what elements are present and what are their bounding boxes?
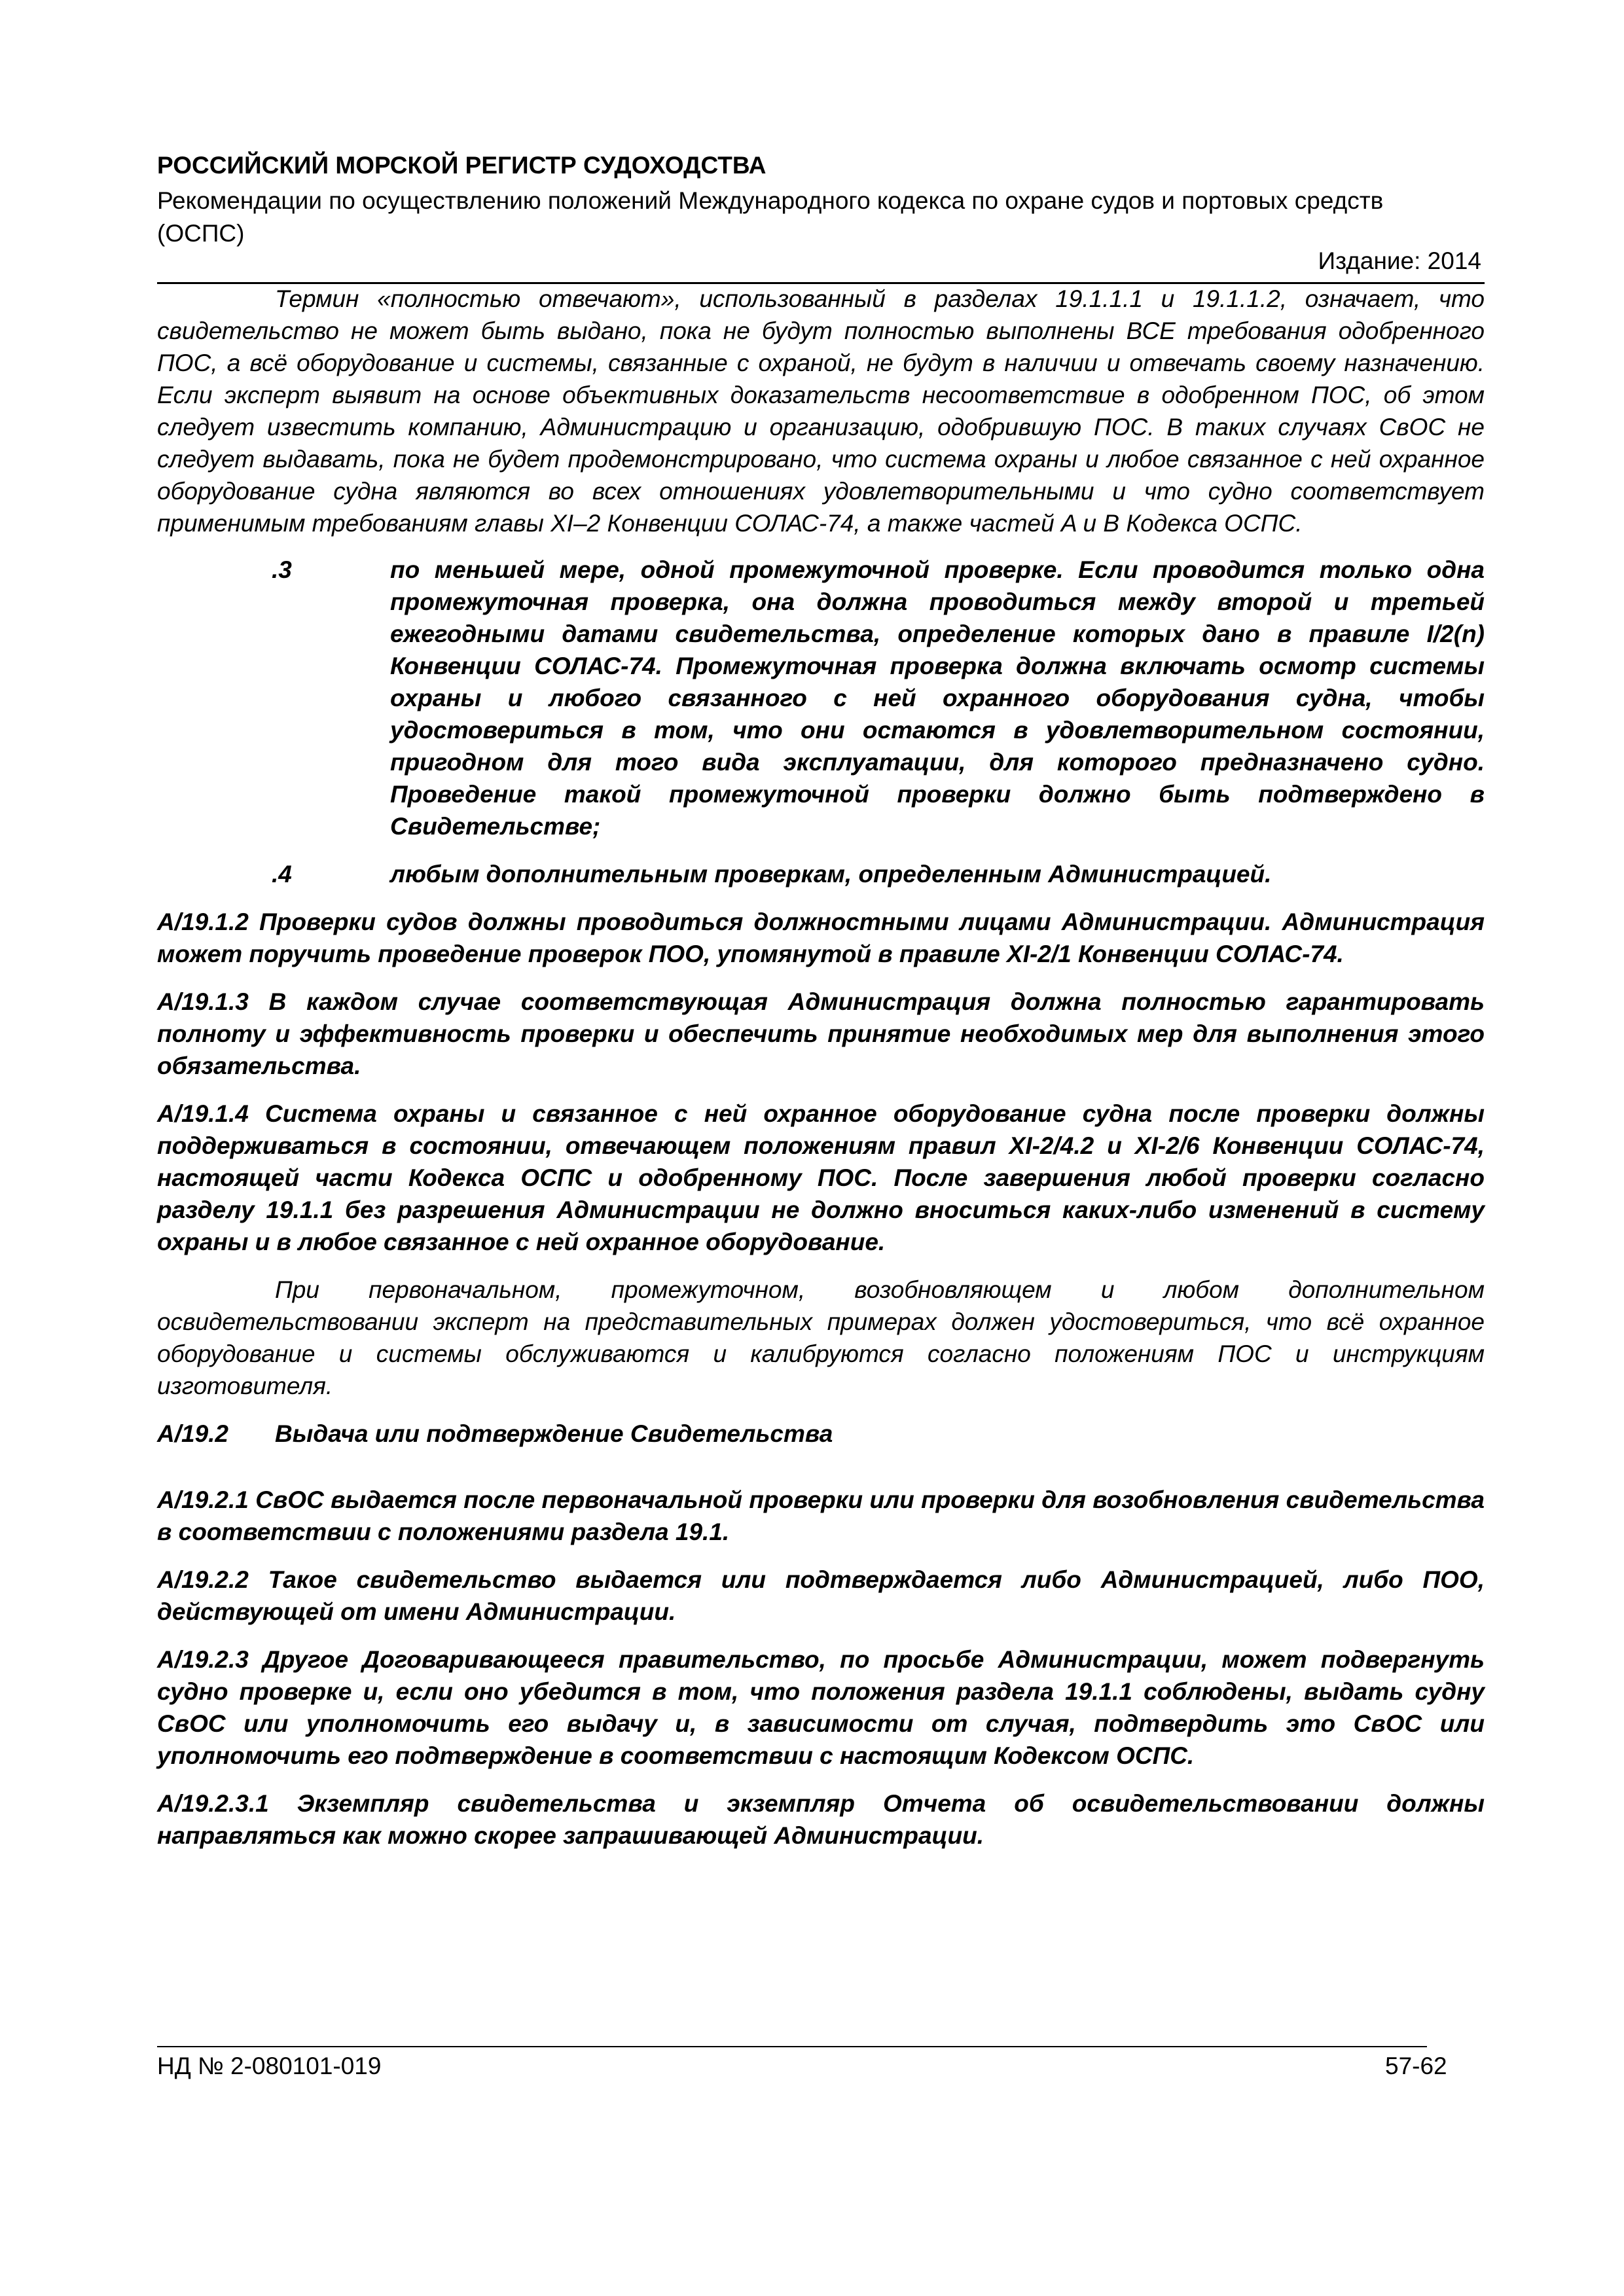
document-body [157,283,1485,1852]
edition-label: Издание: 2014 [1318,247,1481,274]
list-item-number: .4 [272,861,292,888]
expert-note-paragraph: При первоначальном, промежуточном, возобновляющем и любом дополнительном освидетельствовании эксперт на представительных примерах должен удостовериться, что всё охранное оборудование и системы обслуживаются и калибруются согласно положениям ПОС и инструкциям изготовителя. [157,1276,1485,1399]
list-item-text: по меньшей мере, одной промежуточной проверке. Если проводится только одна промежуточная проверка, она должна проводиться между второй и третьей ежегодными датами свидетельства, определение которых дано в правиле I/2(n) Конвенции СОЛАС-74. Промежуточная проверка должна включать осмотр системы охраны и любого связанного с ней охранного оборудования судна, чтобы удостовериться в том, что они остаются в удовлетворительном состоянии, пригодном для того вида эксплуатации, для которого предназначено судно. Проведение такой промежуточной проверки должно быть подтверждено в Свидетельстве; [390,556,1485,840]
intro-paragraph: Термин «полностью отвечают», использованный в разделах 19.1.1.1 и 19.1.1.2, означает, что свидетельство не может быть выдано, пока не будут полностью выполнены ВСЕ требования одобренного ПОС, а всё оборудование и системы, связанные с охраной, не будут в наличии и отвечать своему назначению. Если эксперт выявит на основе объективных доказательств несоответствие в одобренном ПОС, об этом следует известить компанию, Администрацию и организацию, одобрившую ПОС. В таких случаях СвОС не следует выдавать, пока не будет продемонстрировано, что система охраны и любое связанное с ней охранное оборудование судна являются во всех отношениях удовлетворительными и что судно соответствует применимым требованиям главы XI–2 Конвенции СОЛАС-74, а также частей A и B Кодекса ОСПС. [157,285,1485,537]
page-number: 57-62 [1385,2053,1447,2079]
section-heading-number: A/19.2 [157,1420,229,1447]
paragraph-a19-2-3: A/19.2.3 Другое Договаривающееся правительство, по просьбе Администрации, может подвергнуть судно проверке и, если оно убедится в том, что положения раздела 19.1.1 соблюдены, выдать судну СвОС или уполномочить его выдачу и, в зависимости от случая, подтвердить это СвОС или уполномочить его подтверждение в соответствии с настоящим Кодексом ОСПС. [157,1646,1485,1769]
organization-name: РОССИЙСКИЙ МОРСКОЙ РЕГИСТР СУДОХОДСТВА [157,152,767,179]
section-heading-a19-2 [157,1418,1485,1450]
footer-divider [157,2046,1427,2047]
paragraph-a19-1-4: A/19.1.4 Система охраны и связанное с ней охранное оборудование судна после проверки должны поддерживаться в состоянии, отвечающем положениям правил XI-2/4.2 и XI-2/6 Конвенции СОЛАС-74, настоящей части Кодекса ОСПС и одобренному ПОС. После завершения любой проверки согласно разделу 19.1.1 без разрешения Администрации не должно вноситься каких-либо изменений в систему охраны и в любое связанное с ней охранное оборудование. [157,1100,1485,1255]
paragraph-a19-1-2: A/19.1.2 Проверки судов должны проводиться должностными лицами Администрации. Администрация может поручить проведение проверок ПОО, упомянутой в правиле XI-2/1 Конвенции СОЛАС-74. [157,908,1485,967]
paragraph-a19-2-1: A/19.2.1 СвОС выдается после первоначальной проверки или проверки для возобновления свидетельства в соответствии с положениями раздела 19.1. [157,1486,1485,1545]
list-item-3 [157,554,1485,842]
document-number: НД № 2-080101-019 [157,2053,382,2079]
list-item-text: любым дополнительным проверкам, определенным Администрацией. [390,861,1272,888]
section-heading-title: Выдача или подтверждение Свидетельства [275,1420,833,1447]
paragraph-a19-1-3: A/19.1.3 В каждом случае соответствующая Администрация должна полностью гарантировать полноту и эффективность проверки и обеспечить принятие необходимых мер для выполнения этого обязательства. [157,988,1485,1079]
list-item-number: .3 [272,556,292,583]
document-subtitle: Рекомендации по осуществлению положений Международного кодекса по охране судов и портовых средств (ОСПС) [157,187,1384,247]
list-item-4 [157,858,1485,890]
paragraph-a19-2-3-1: A/19.2.3.1 Экземпляр свидетельства и экземпляр Отчета об освидетельствовании должны направляться как можно скорее запрашивающей Администрации. [157,1790,1485,1849]
paragraph-a19-2-2: A/19.2.2 Такое свидетельство выдается или подтверждается либо Администрацией, либо ПОО, действующей от имени Администрации. [157,1566,1485,1625]
